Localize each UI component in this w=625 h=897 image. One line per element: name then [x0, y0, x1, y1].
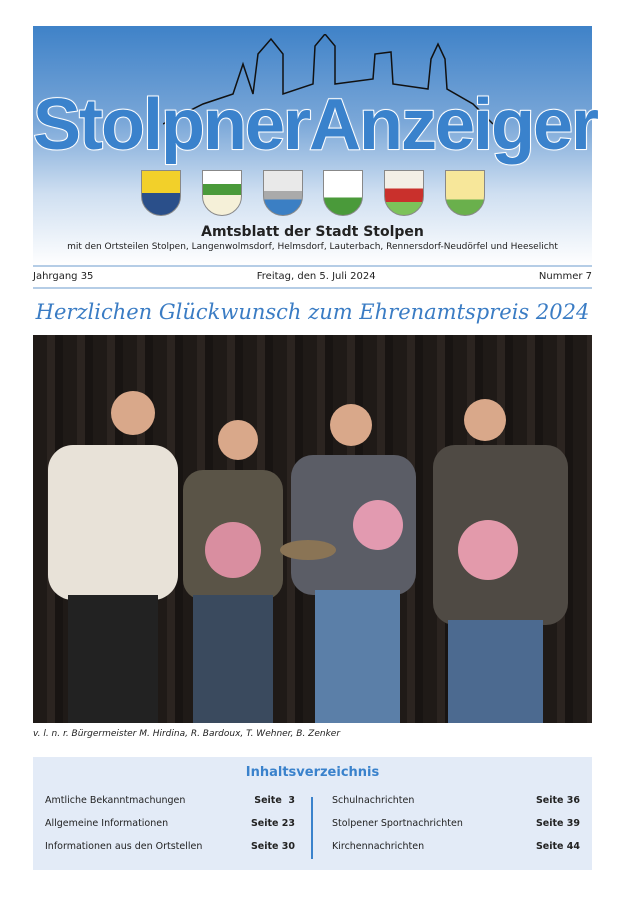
issue-date: Freitag, den 5. Juli 2024 [256, 271, 376, 282]
issue-info-row [33, 271, 592, 282]
toc-page: Seite 39 [535, 818, 580, 829]
toc-right-column [332, 795, 580, 864]
toc-label: Amtliche Bekanntmachungen [45, 795, 186, 806]
lauterbach-crest-icon [323, 170, 363, 216]
langenwolmsdorf-crest-icon [202, 170, 242, 216]
toc-label: Schulnachrichten [332, 795, 415, 806]
toc-page: Seite 36 [535, 795, 580, 806]
toc-item[interactable] [332, 818, 580, 841]
award-photo [33, 335, 592, 723]
coat-of-arms-row [141, 170, 485, 218]
divider [33, 287, 592, 289]
toc-label: Kirchennachrichten [332, 841, 425, 852]
photo-caption: v. l. n. r. Bürgermeister M. Hirdina, R. Bardoux, T. Wehner, B. Zenker [33, 729, 341, 739]
districts-line: mit den Ortsteilen Stolpen, Langenwolmsdorf, Helmsdorf, Lauterbach, Rennersdorf-Neudörfel und Heeselicht [67, 242, 558, 252]
toc-page: Seite 3 [254, 795, 295, 806]
headline: Herzlichen Glückwunsch zum Ehrenamtspreis 2024 [35, 300, 590, 324]
divider [33, 265, 592, 267]
toc-page: Seite 44 [535, 841, 580, 852]
toc-item[interactable] [45, 795, 295, 818]
newspaper-title: StolpnerAnzeiger [33, 85, 598, 165]
issue-number: Nummer 7 [538, 271, 592, 282]
masthead [33, 26, 598, 266]
toc-divider [311, 797, 313, 859]
table-of-contents [33, 757, 592, 870]
toc-page: Seite 30 [250, 841, 295, 852]
volume: Jahrgang 35 [33, 271, 94, 282]
toc-item[interactable] [332, 841, 580, 864]
toc-title: Inhaltsverzeichnis [245, 765, 380, 780]
photo-people-illustration [33, 335, 592, 723]
stolpen-crest-icon [141, 170, 181, 216]
toc-label: Allgemeine Informationen [45, 818, 169, 829]
toc-label: Informationen aus den Ortstellen [45, 841, 203, 852]
heeselicht-crest-icon [445, 170, 485, 216]
toc-label: Stolpener Sportnachrichten [332, 818, 463, 829]
masthead-subtitle: Amtsblatt der Stadt Stolpen [201, 224, 424, 240]
rennersdorf-crest-icon [384, 170, 424, 216]
helmsdorf-crest-icon [263, 170, 303, 216]
toc-item[interactable] [332, 795, 580, 818]
toc-left-column [45, 795, 295, 864]
toc-item[interactable] [45, 818, 295, 841]
toc-item[interactable] [45, 841, 295, 864]
toc-page: Seite 23 [250, 818, 295, 829]
